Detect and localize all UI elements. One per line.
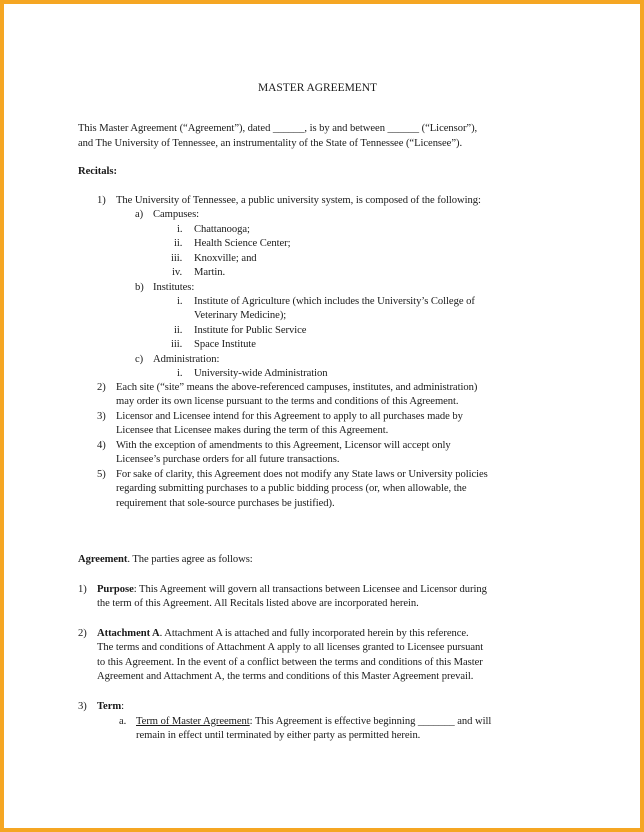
section-text: The terms and conditions of Attachment A apply to all licenses granted to Licensee pursuant (97, 642, 484, 653)
recitals-heading: Recitals: (78, 166, 117, 177)
sub-item: Institute of Agriculture (which includes the University’s College of (194, 296, 475, 307)
section-number: 1) (78, 584, 87, 595)
sub-marker: i. (177, 368, 183, 379)
section-text: the term of this Agreement. All Recitals listed above are incorporated herein. (97, 598, 419, 609)
recital-number: 5) (97, 469, 106, 480)
recital-group-marker: b) (135, 282, 144, 293)
recital-group-label: Campuses: (153, 209, 200, 220)
sub-item-continuation: Veterinary Medicine); (194, 310, 287, 321)
page-title: MASTER AGREEMENT (258, 82, 377, 94)
section-label: Term (97, 701, 122, 712)
sub-item: Institute for Public Service (194, 325, 307, 336)
sub-item: Martin. (194, 267, 226, 278)
recital-number: 1) (97, 195, 106, 206)
recital-number: 2) (97, 382, 106, 393)
agreement-heading: Agreement (78, 554, 128, 565)
sub-item: Chattanooga; (194, 224, 250, 235)
recital-text: Licensee that Licensee makes during the term of this Agreement. (116, 425, 389, 436)
agreement-heading-line (78, 553, 253, 567)
recital-number: 3) (97, 411, 106, 422)
recital-text: Licensee’s purchase orders for all future transactions. (116, 454, 340, 465)
sub-marker: ii. (174, 238, 183, 249)
sub-marker: i. (177, 224, 183, 235)
recital-text: may order its own license pursuant to the terms and conditions of this Agreement. (116, 396, 459, 407)
intro-line-2: and The University of Tennessee, an instrumentality of the State of Tennessee (“Licensee”). (78, 138, 463, 149)
sub-marker: iv. (172, 267, 183, 278)
recital-text: For sake of clarity, this Agreement does not modify any State laws or University policies (116, 469, 488, 480)
recital-number: 4) (97, 440, 106, 451)
section-text: Agreement and Attachment A, the terms and conditions of this Master Agreement prevail. (97, 671, 474, 682)
section-number: 2) (78, 628, 87, 639)
recital-group-marker: a) (135, 209, 144, 220)
section-first-line (97, 627, 469, 641)
term-first-line (136, 715, 491, 729)
recital-text: Each site (“site” means the above-referenced campuses, institutes, and administration) (116, 382, 478, 393)
recital-text: Licensor and Licensee intend for this Agreement to apply to all purchases made by (116, 411, 463, 422)
sub-marker: ii. (174, 325, 183, 336)
recital-text: With the exception of amendments to this Agreement, Licensor will accept only (116, 440, 451, 451)
sub-marker: iii. (171, 339, 183, 350)
recital-group-marker: c) (135, 354, 144, 365)
intro-line-1: This Master Agreement (“Agreement”), dated ______, is by and between ______ (“Licensor”), (78, 123, 478, 134)
recital-group-label: Administration: (153, 354, 220, 365)
term-label: Term of Master Agreement (136, 716, 250, 727)
sub-marker: iii. (171, 253, 183, 264)
section-number: 3) (78, 701, 87, 712)
section-text: to this Agreement. In the event of a conflict between the terms and conditions of this Master (97, 657, 483, 668)
section-label: Purpose (97, 584, 134, 595)
section-text: . Attachment A is attached and fully incorporated herein by this reference. (159, 628, 469, 639)
term-text: : This Agreement is effective beginning _______ and will (249, 716, 492, 727)
recital-text: requirement that sole-source purchases be justified). (116, 498, 335, 509)
sub-marker: i. (177, 296, 183, 307)
section-first-line (97, 700, 124, 714)
sub-item: Health Science Center; (194, 238, 291, 249)
recital-group-label: Institutes: (153, 282, 195, 293)
recital-text: regarding submitting purchases to a public bidding process (or, when allowable, the (116, 483, 467, 494)
sub-item: Space Institute (194, 339, 256, 350)
agreement-subtitle: . The parties agree as follows: (127, 554, 253, 565)
section-text: : This Agreement will govern all transactions between Licensee and Licensor during (133, 584, 487, 595)
recital-text: The University of Tennessee, a public university system, is composed of the following: (116, 195, 481, 206)
section-label: Attachment A (97, 628, 160, 639)
section-text: : (121, 701, 125, 712)
sub-marker: a. (119, 716, 127, 727)
sub-item: Knoxville; and (194, 253, 257, 264)
sub-item: University-wide Administration (194, 368, 328, 379)
term-text: remain in effect until terminated by either party as permitted herein. (136, 730, 421, 741)
section-first-line (97, 583, 487, 597)
